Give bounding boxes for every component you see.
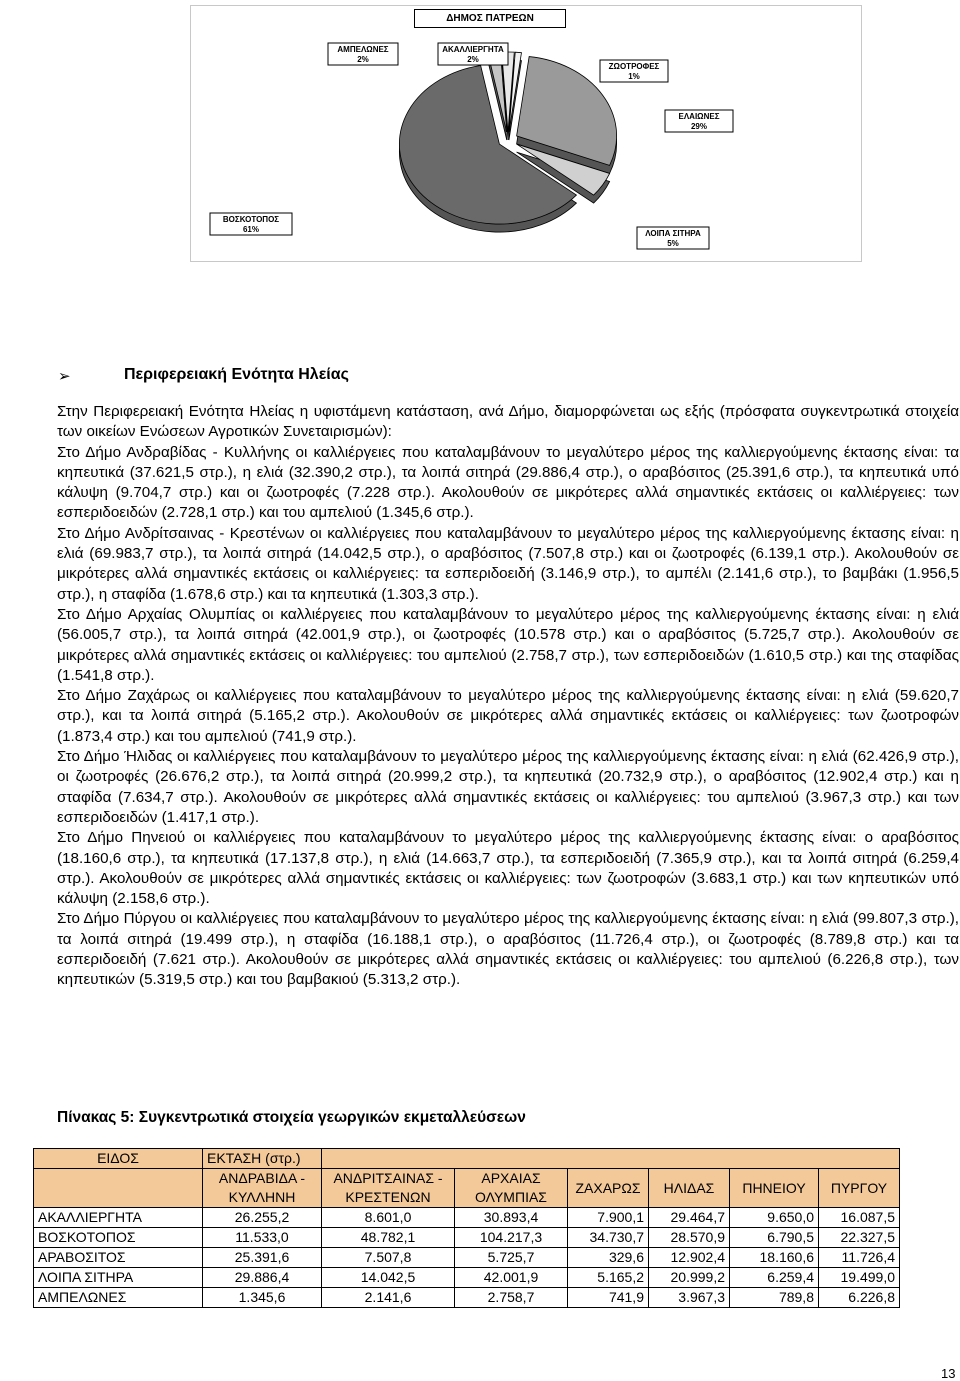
column-header: ΠΥΡΓΟΥ [819,1169,900,1208]
pie-slices [399,52,616,232]
table-cell: 42.001,9 [455,1268,568,1288]
table-cell: 28.570,9 [649,1228,730,1248]
pie-chart [190,5,860,260]
svg-text:5%: 5% [667,239,679,248]
table-cell: 25.391,6 [203,1248,322,1268]
table-cell: 22.327,5 [819,1228,900,1248]
table-caption: Πίνακας 5: Συγκεντρωτικά στοιχεία γεωργικών εκμεταλλεύσεων [57,1109,526,1126]
table-row [34,1208,900,1228]
header-type: ΕΙΔΟΣ [34,1149,203,1169]
chart-title: ΔΗΜΟΣ ΠΑΤΡΕΩΝ [414,9,566,28]
svg-text:29%: 29% [690,122,708,131]
table-cell: 11.533,0 [203,1228,322,1248]
row-label: ΒΟΣΚΟΤΟΠΟΣ [34,1228,203,1248]
svg-text:2%: 2% [357,55,369,64]
table-row [34,1268,900,1288]
column-header: ΗΛΙΔΑΣ [649,1169,730,1208]
table-cell: 11.726,4 [819,1248,900,1268]
svg-text:ΛΟΙΠΑ ΣΙΤΗΡΑ: ΛΟΙΠΑ ΣΙΤΗΡΑ [645,229,701,238]
pie-slice-label [210,213,292,235]
table-cell: 34.730,7 [568,1228,649,1248]
table-row [34,1288,900,1308]
table-cell: 7.507,8 [322,1248,455,1268]
table-cell: 1.345,6 [203,1288,322,1308]
table-cell: 30.893,4 [455,1208,568,1228]
table-cell: 14.042,5 [322,1268,455,1288]
svg-text:ΖΩΟΤΡΟΦΕΣ: ΖΩΟΤΡΟΦΕΣ [608,62,660,71]
body-text [57,402,959,991]
pie-slice-label [637,227,709,249]
row-label: ΑΚΑΛΛΙΕΡΓΗΤΑ [34,1208,203,1228]
svg-text:ΕΛΑΙΩΝΕΣ: ΕΛΑΙΩΝΕΣ [678,112,720,121]
header-blank [322,1149,900,1169]
section-heading: Περιφερειακή Ενότητα Ηλείας [124,366,349,383]
column-header: ΑΝΔΡΑΒΙΔΑ - ΚΥΛΛΗΝΗ [203,1169,322,1208]
table-cell: 8.601,0 [322,1208,455,1228]
paragraph-archaia-olympia: Στο Δήμο Αρχαίας Ολυμπίας οι καλλιέργειες που καταλαμβάνουν το μεγαλύτερο μέρος της καλλιεργούμενης έκτασης είναι: η ελιά (56.005,7 στρ.), τα λοιπά σιτηρά (42.001,9 στρ.), οι ζωοτροφές (10.578 στρ.) και ο αραβόσιτος (5.725,7 στρ.). Ακολουθούν σε μικρότερες αλλά σημαντικές εκτάσεις οι καλλιέργειες: του αμπελιού (2.758,7 στρ.), των εσπεριδοειδών (1.610,5 στρ.) και της σταφίδας (1.541,8 στρ.). [57,605,959,684]
paragraph-pineios: Στο Δήμο Πηνειού οι καλλιέργειες που καταλαμβάνουν το μεγαλύτερο μέρος της καλλιεργούμενης έκτασης είναι: ο αραβόσιτος (18.160,6 στρ.), τα κηπευτικά (17.137,8 στρ.), η ελιά (14.663,7 στρ.), τα εσπεριδοειδή (7.365,9 στρ.), και τα λοιπά σιτηρά (6.259,4 στρ.). Ακολουθούν σε μικρότερες αλλά σημαντικές εκτάσεις οι καλλιέργειες: των ζωοτροφών (3.683,1 στρ.) και των κηπευτικών υπό κάλυψη (2.158,6 στρ.). [57,829,959,908]
table-header-row-top [34,1149,900,1169]
row-label: ΑΜΠΕΛΩΝΕΣ [34,1288,203,1308]
table-cell: 20.999,2 [649,1268,730,1288]
paragraph-intro: Στην Περιφερειακή Ενότητα Ηλείας η υφιστάμενη κατάσταση, ανά Δήμο, διαμορφώνεται ως εξής (πρόσφατα συγκεντρωτικά στοιχεία των οικείων Ενώσεων Αγροτικών Συνεταιρισμών): [57,403,959,441]
table-cell: 29.464,7 [649,1208,730,1228]
svg-text:1%: 1% [628,72,640,81]
pie-slice-label [665,110,733,132]
table-cell: 2.758,7 [455,1288,568,1308]
table-cell: 16.087,5 [819,1208,900,1228]
table-row [34,1248,900,1268]
paragraph-zacharo: Στο Δήμο Ζαχάρως οι καλλιέργειες που καταλαμβάνουν το μεγαλύτερο μέρος της καλλιεργούμενης έκτασης είναι: η ελιά (59.620,7 στρ.), και τα λοιπά σιτηρά (5.165,2 στρ.). Ακολουθούν σε μικρότερες αλλά σημαντικές εκτάσεις οι καλλιέργειες: των ζωοτροφών (1.873,4 στρ.) και του αμπελιού (741,9 στρ.). [57,687,959,745]
table-cell: 6.259,4 [730,1268,819,1288]
pie-slice-label [438,43,508,65]
data-table [33,1148,900,1308]
svg-text:ΒΟΣΚΟΤΟΠΟΣ: ΒΟΣΚΟΤΟΠΟΣ [222,215,280,224]
pie-slice-label [328,43,398,65]
row-label: ΑΡΑΒΟΣΙΤΟΣ [34,1248,203,1268]
table-cell: 3.967,3 [649,1288,730,1308]
table-cell: 12.902,4 [649,1248,730,1268]
page-number: 13 [941,1366,956,1381]
table-cell: 2.141,6 [322,1288,455,1308]
header-area: ΕΚΤΑΣΗ (στρ.) [203,1149,322,1169]
svg-text:ΑΜΠΕΛΩΝΕΣ: ΑΜΠΕΛΩΝΕΣ [337,45,389,54]
column-header: ΑΡΧΑΙΑΣ ΟΛΥΜΠΙΑΣ [455,1169,568,1208]
paragraph-pyrgos: Στο Δήμο Πύργου οι καλλιέργειες που καταλαμβάνουν το μεγαλύτερο μέρος της καλλιεργούμενης έκτασης είναι: η ελιά (99.807,3 στρ.), τα λοιπά σιτηρά (19.499 στρ.), η σταφίδα (16.188,1 στρ.), ο αραβόσιτος (11.726,4 στρ.), οι ζωοτροφές (8.789,8 στρ.) και τα εσπεριδοειδή (7.621 στρ.). Ακολουθούν σε μικρότερες αλλά σημαντικές εκτάσεις οι καλλιέργειες: του αμπελιού (6.226,8 στρ.), των κηπευτικών (5.319,5 στρ.) και του βαμβακιού (5.313,2 στρ.). [57,910,959,989]
table-cell: 19.499,0 [819,1268,900,1288]
paragraph-andravida: Στο Δήμο Ανδραβίδας - Κυλλήνης οι καλλιέργειες που καταλαμβάνουν το μεγαλύτερο μέρος της καλλιεργούμενης έκτασης είναι: τα κηπευτικά (37.621,5 στρ.), η ελιά (32.390,2 στρ.), τα λοιπά σιτηρά (29.886,4 στρ.), ο αραβόσιτος (25.391,6 στρ.), τα κηπευτικά υπό κάλυψη (9.704,7 στρ.) και οι ζωοτροφές (7.228 στρ.). Ακολουθούν σε μικρότερες αλλά σημαντικές εκτάσεις οι καλλιέργειες: των εσπεριδοειδών (2.728,1 στρ.) και του αμπελιού (1.345,6 στρ.). [57,443,959,522]
table-cell: 48.782,1 [322,1228,455,1248]
svg-text:ΑΚΑΛΛΙΕΡΓΗΤΑ: ΑΚΑΛΛΙΕΡΓΗΤΑ [442,45,504,54]
table-cell: 29.886,4 [203,1268,322,1288]
table-cell: 104.217,3 [455,1228,568,1248]
table-cell: 26.255,2 [203,1208,322,1228]
bullet-arrow-icon: ➢ [58,368,71,385]
table-cell: 5.725,7 [455,1248,568,1268]
table-cell: 9.650,0 [730,1208,819,1228]
table-cell: 5.165,2 [568,1268,649,1288]
svg-text:61%: 61% [242,225,260,234]
column-header: ΖΑΧΑΡΩΣ [568,1169,649,1208]
pie-slice-label [600,60,668,82]
table-cell: 6.226,8 [819,1288,900,1308]
table-cell: 329,6 [568,1248,649,1268]
table-cell: 6.790,5 [730,1228,819,1248]
svg-text:2%: 2% [467,55,479,64]
paragraph-ilida: Στο Δήμο Ήλιδας οι καλλιέργειες που καταλαμβάνουν το μεγαλύτερο μέρος της καλλιεργούμενης έκτασης είναι: η ελιά (62.426,9 στρ.), οι ζωοτροφές (26.676,2 στρ.), τα λοιπά σιτηρά (20.999,2 στρ.), τα κηπευτικά (20.732,9 στρ.), ο αραβόσιτος (12.902,4 στρ.) και η σταφίδα (7.634,7 στρ.). Ακολουθούν σε μικρότερες αλλά σημαντικές εκτάσεις οι καλλιέργειες: του αμπελιού (3.967,3 στρ.) και των εσπεριδοειδών (1.417,1 στρ.). [57,748,959,826]
table-row [34,1228,900,1248]
table-cell: 789,8 [730,1288,819,1308]
table-cell: 18.160,6 [730,1248,819,1268]
paragraph-andritsaina: Στο Δήμο Ανδρίτσαινας - Κρεστένων οι καλλιέργειες που καταλαμβάνουν το μεγαλύτερο μέρος της καλλιεργούμενης έκτασης είναι: η ελιά (69.983,7 στρ.), τα λοιπά σιτηρά (14.042,5 στρ.), ο αραβόσιτος (7.507,8 στρ.) και οι ζωοτροφές (6.139,1 στρ.). Ακολουθούν σε μικρότερες αλλά σημαντικές εκτάσεις οι καλλιέργειες: τα εσπεριδοειδή (3.146,9 στρ.), το αμπέλι (2.141,6 στρ.), το βαμβάκι (1.956,5 στρ.), η σταφίδα (1.678,6 στρ.) και τα κηπευτικά (1.303,3 στρ.). [57,524,959,603]
column-header: ΑΝΔΡΙΤΣΑΙΝΑΣ - ΚΡΕΣΤΕΝΩΝ [322,1169,455,1208]
header-blank-cell [34,1169,203,1208]
table-cell: 741,9 [568,1288,649,1308]
column-header: ΠΗΝΕΙΟΥ [730,1169,819,1208]
table-cell: 7.900,1 [568,1208,649,1228]
table-header-row-columns [34,1169,900,1208]
row-label: ΛΟΙΠΑ ΣΙΤΗΡΑ [34,1268,203,1288]
